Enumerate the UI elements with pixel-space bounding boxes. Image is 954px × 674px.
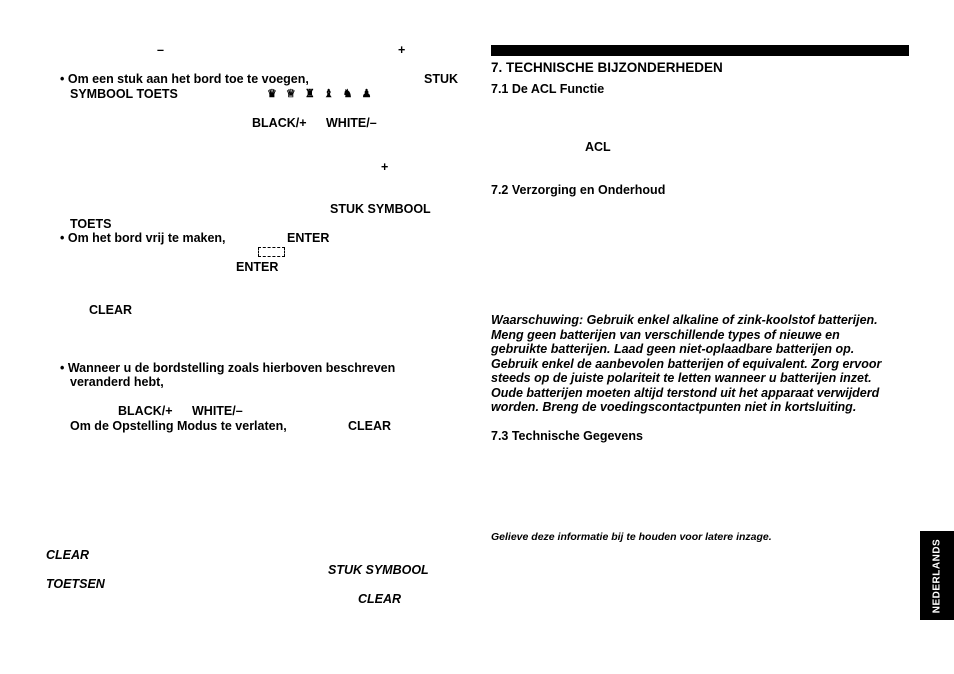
white-minus-key: WHITE/– [326, 116, 377, 130]
clear-key-2: CLEAR [348, 419, 392, 433]
black-plus-key: BLACK/+ [252, 116, 307, 130]
bullet-clear-board: • Om het bord vrij te maken, [60, 231, 226, 245]
subsection-care: 7.2 Verzorging en Onderhoud [491, 183, 666, 197]
acl-label: ACL [585, 140, 611, 154]
subsection-technical-data: 7.3 Technische Gegevens [491, 429, 643, 443]
stuk-label: STUK [424, 72, 459, 86]
language-tab-label: NEDERLANDS [931, 538, 943, 613]
note-clear-2: CLEAR [358, 592, 402, 606]
plus-symbol: + [398, 43, 406, 57]
section-title: 7. TECHNISCHE BIJZONDERHEDEN [491, 60, 723, 75]
bullet-changed-position-2: veranderd hebt, [70, 375, 164, 389]
warning-line: Waarschuwing: Gebruik enkel alkaline of zink-koolstof batterijen. [491, 313, 878, 327]
subsection-acl: 7.1 De ACL Functie [491, 82, 605, 96]
note-stuk-symbool: STUK SYMBOOL [328, 563, 429, 577]
battery-warning [491, 313, 911, 415]
empty-display-icon [258, 247, 285, 257]
enter-key-2: ENTER [236, 260, 279, 274]
footer-note: Gelieve deze informatie bij te houden voor latere inzage. [491, 531, 772, 543]
warning-line: Meng geen batterijen van verschillende types of nieuwe en [491, 327, 840, 342]
exit-setup-text: Om de Opstelling Modus te verlaten, [70, 419, 287, 433]
bullet-add-piece: • Om een stuk aan het bord toe te voegen, [60, 72, 309, 86]
symbool-toets-label: SYMBOOL TOETS [70, 87, 178, 101]
black-plus-key-2: BLACK/+ [118, 404, 173, 418]
warning-line: worden. Breng de voedingscontactpunten niet in kortsluiting. [491, 400, 857, 414]
warning-line: gebruikte batterijen. Laad geen niet-oplaadbare batterijen op. [491, 342, 855, 356]
language-tab [920, 531, 954, 620]
note-clear: CLEAR [46, 548, 90, 562]
toets-label: TOETS [70, 217, 112, 231]
stuk-symbool-label: STUK SYMBOOL [330, 202, 431, 216]
enter-key-1: ENTER [287, 231, 330, 245]
white-minus-key-2: WHITE/– [192, 404, 243, 418]
warning-line: Oude batterijen moeten altijd terstond uit het apparaat verwijderd [491, 385, 880, 400]
warning-line: steeds op de juiste polariteit te letten wanneer u batterijen inzet. [491, 371, 872, 385]
warning-line: Gebruik enkel de aanbevolen batterijen of equivalent. Zorg ervoor [491, 356, 882, 371]
minus-symbol: – [157, 43, 164, 57]
plus-symbol-2: + [381, 160, 389, 174]
note-toetsen: TOETSEN [46, 577, 105, 591]
bullet-changed-position: • Wanneer u de bordstelling zoals hierboven beschreven [60, 361, 396, 375]
section-header-bar [491, 45, 909, 56]
chess-piece-icons: ♛ ♕ ♜ ♝ ♞ ♟ [267, 88, 375, 100]
clear-key-1: CLEAR [89, 303, 133, 317]
